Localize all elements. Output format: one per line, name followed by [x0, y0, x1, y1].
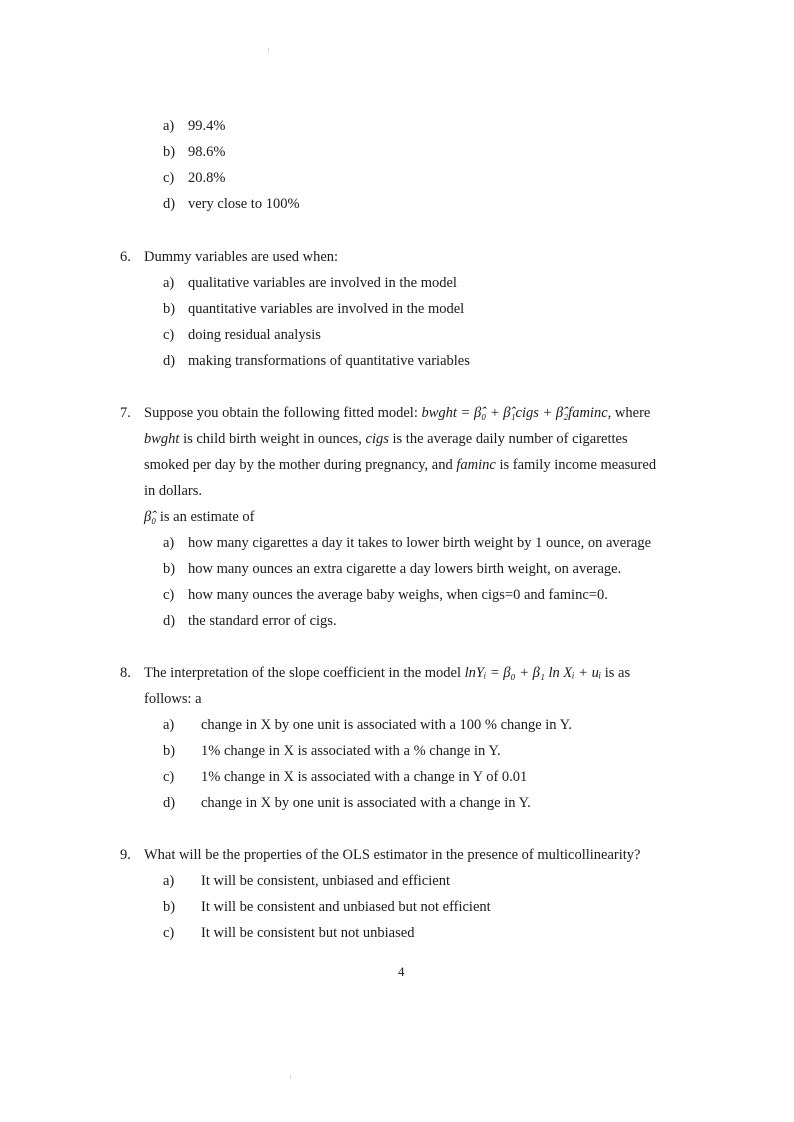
- option-letter: c): [163, 170, 175, 186]
- stem-text: is family income measured: [495, 457, 657, 473]
- question-stem-line: follows: a: [144, 691, 202, 707]
- option-text: making transformations of quantitative variables: [188, 353, 470, 369]
- scan-speck: [290, 1075, 291, 1079]
- page-number: 4: [398, 964, 405, 979]
- question-stem-line: [144, 457, 656, 474]
- variable-name: faminc: [456, 457, 496, 473]
- option-letter: d): [163, 196, 176, 212]
- option-letter: b): [163, 743, 176, 759]
- question-number: 7.: [120, 405, 131, 421]
- option-text: the standard error of cigs.: [188, 613, 337, 629]
- option-letter: b): [163, 561, 176, 577]
- option-letter: a): [163, 275, 175, 291]
- option-text: 99.4%: [188, 118, 226, 134]
- option-text: how many cigarettes a day it takes to lower birth weight by 1 ounce, on average: [188, 535, 652, 551]
- question-stem-line: [144, 405, 650, 422]
- question-stem-line: [144, 665, 630, 682]
- option-letter: b): [163, 301, 176, 317]
- option-letter: c): [163, 769, 175, 785]
- option-text: doing residual analysis: [188, 327, 321, 343]
- estimator-symbol: β̂₀: [144, 509, 157, 525]
- option-letter: d): [163, 795, 176, 811]
- option-text: 1% change in X is associated with a change in Y of 0.01: [201, 769, 528, 785]
- option-letter: c): [163, 327, 175, 343]
- stem-text: is child birth weight in ounces,: [179, 431, 366, 447]
- option-text: change in X by one unit is associated with a change in Y.: [201, 795, 531, 811]
- scan-speck: [268, 48, 269, 52]
- option-letter: c): [163, 925, 175, 941]
- stem-text: is as: [601, 665, 631, 681]
- option-text: how many ounces the average baby weighs, when cigs=0 and faminc=0.: [188, 587, 608, 603]
- option-text: 1% change in X is associated with a % change in Y.: [201, 743, 501, 759]
- question-stem: Dummy variables are used when:: [144, 249, 339, 265]
- question-stem-line: [144, 509, 255, 526]
- question-stem: What will be the properties of the OLS estimator in the presence of multicollinearity?: [144, 847, 641, 863]
- option-text: It will be consistent and unbiased but not efficient: [201, 899, 491, 915]
- option-text: how many ounces an extra cigarette a day lowers birth weight, on average.: [188, 561, 622, 577]
- option-text: qualitative variables are involved in the model: [188, 275, 457, 291]
- stem-text: is an estimate of: [156, 509, 255, 525]
- variable-name: bwght: [144, 431, 180, 447]
- option-text: change in X by one unit is associated with a 100 % change in Y.: [201, 717, 572, 733]
- option-letter: d): [163, 353, 176, 369]
- option-text: quantitative variables are involved in the model: [188, 301, 465, 317]
- variable-name: cigs: [365, 431, 389, 447]
- option-letter: d): [163, 613, 176, 629]
- stem-text: The interpretation of the slope coefficient in the model: [144, 665, 465, 681]
- option-letter: a): [163, 873, 175, 889]
- fitted-model-equation: bwght = β̂₀ + β̂₁cigs + β̂₂faminc,: [421, 405, 612, 421]
- option-text: 20.8%: [188, 170, 226, 186]
- stem-text: is the average daily number of cigarettes: [388, 431, 628, 447]
- option-letter: a): [163, 535, 175, 551]
- question-number: 6.: [120, 249, 131, 265]
- option-letter: a): [163, 717, 175, 733]
- question-stem-line: in dollars.: [144, 483, 202, 499]
- option-text: very close to 100%: [188, 196, 300, 212]
- option-letter: a): [163, 118, 175, 134]
- stem-text: where: [611, 405, 651, 421]
- model-equation: lnYᵢ = β₀ + β₁ ln Xᵢ + uᵢ: [464, 665, 602, 681]
- stem-text: smoked per day by the mother during pregnancy, and: [144, 457, 457, 473]
- option-letter: b): [163, 899, 176, 915]
- question-number: 9.: [120, 847, 131, 863]
- question-number: 8.: [120, 665, 131, 681]
- stem-text: Suppose you obtain the following fitted model:: [144, 405, 422, 421]
- option-letter: b): [163, 144, 176, 160]
- option-text: It will be consistent, unbiased and efficient: [201, 873, 450, 889]
- question-stem-line: [144, 431, 628, 448]
- option-letter: c): [163, 587, 175, 603]
- option-text: It will be consistent but not unbiased: [201, 925, 415, 941]
- option-text: 98.6%: [188, 144, 226, 160]
